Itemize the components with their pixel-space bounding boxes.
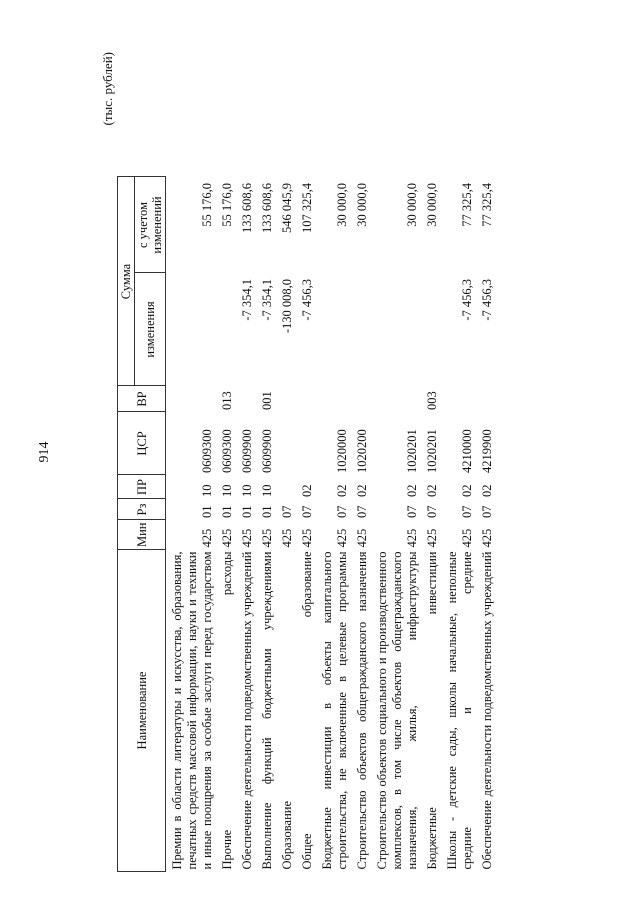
row-csr: 0609300 — [220, 429, 234, 473]
budget-rows — [166, 177, 497, 872]
row-name: Обеспечение деятельности подведомственных учреждений — [480, 551, 494, 870]
row-name: Прочие расходы — [220, 551, 234, 870]
units-note: (тыс. рублей) — [100, 52, 115, 126]
row-total: 107 325,4 — [300, 183, 314, 233]
row-pr: 10 — [220, 484, 234, 497]
row-rz: 07 — [405, 505, 419, 518]
row-total: 30 000,0 — [405, 183, 419, 227]
row-rz: 07 — [425, 505, 439, 518]
row-csr: 0609900 — [260, 429, 274, 473]
table-row — [296, 177, 316, 872]
row-total: 133 608,6 — [240, 183, 254, 233]
row-csr: 0609900 — [240, 429, 254, 473]
row-pr: 02 — [335, 484, 349, 497]
row-rz: 07 — [480, 505, 494, 518]
row-rz: 01 — [220, 505, 234, 518]
row-name: Строительство объектов общегражданского назначения — [355, 551, 369, 870]
table-row — [476, 177, 496, 872]
header-rz: Рз — [118, 499, 166, 520]
table-row — [371, 177, 421, 872]
row-min: 425 — [355, 528, 369, 548]
row-total: 55 176,0 — [220, 183, 234, 227]
table-row — [216, 177, 236, 872]
row-total: 77 325,4 — [480, 183, 494, 227]
row-change: -7 456,3 — [480, 279, 494, 321]
row-rz: 07 — [460, 505, 474, 518]
table-row — [421, 177, 441, 872]
row-pr: 02 — [480, 484, 494, 497]
row-pr: 10 — [240, 484, 254, 497]
row-csr: 0609300 — [200, 429, 214, 473]
row-pr: 02 — [405, 484, 419, 497]
row-min: 425 — [220, 528, 234, 548]
row-vr: 013 — [220, 391, 234, 410]
row-min: 425 — [300, 528, 314, 548]
row-pr: 10 — [200, 484, 214, 497]
page-number: 914 — [37, 441, 52, 463]
row-change: -130 008,0 — [280, 279, 294, 334]
row-vr — [476, 386, 496, 412]
row-csr: 1020201 — [425, 429, 439, 473]
table-row — [236, 177, 256, 872]
table-row — [441, 177, 476, 872]
header-csr: ЦСР — [118, 412, 166, 475]
row-pr — [276, 475, 296, 499]
row-vr — [316, 386, 351, 412]
row-name: Бюджетные инвестиции — [425, 551, 439, 870]
row-vr — [236, 386, 256, 412]
row-rz: 07 — [280, 505, 294, 518]
table-row — [256, 177, 276, 872]
row-total: 133 608,6 — [260, 183, 274, 233]
row-total: 55 176,0 — [200, 183, 214, 227]
row-csr: 1020000 — [335, 429, 349, 473]
row-total: 30 000,0 — [425, 183, 439, 227]
row-total: 546 045,9 — [280, 183, 294, 233]
row-total: 30 000,0 — [335, 183, 349, 227]
table-row — [316, 177, 351, 872]
row-name: Выполнение функций бюджетными учреждениями — [260, 551, 274, 870]
budget-sheet — [100, 52, 600, 872]
row-name: Школы - детские сады, школы начальные, неполные средние и средние — [445, 551, 474, 870]
row-total: 77 325,4 — [460, 183, 474, 227]
row-csr: 1020200 — [355, 429, 369, 473]
row-name: Премии в области литературы и искусства, образования, печатных средств массовой информации, науки и техники и иные поощрения за особые заслуги перед государством — [170, 551, 214, 870]
table-row — [166, 177, 217, 872]
row-min: 425 — [260, 528, 274, 548]
header-min: Мин — [118, 520, 166, 550]
row-change — [351, 273, 371, 386]
row-min: 425 — [280, 528, 294, 548]
row-min: 425 — [200, 528, 214, 548]
row-min: 425 — [425, 528, 439, 548]
row-min: 425 — [335, 528, 349, 548]
row-rz: 07 — [335, 505, 349, 518]
row-name: Общее образование — [300, 551, 314, 870]
row-name: Строительство объектов социального и производственного комплексов, в том числе объектов общегражданского назначения, жилья, инфраструктуры — [375, 551, 419, 870]
row-csr — [276, 412, 296, 475]
budget-table — [117, 177, 496, 873]
row-rz: 01 — [200, 505, 214, 518]
row-vr — [441, 386, 476, 412]
table-row — [351, 177, 371, 872]
header-with-changes: с учетом изменений — [135, 177, 166, 273]
header-pr: ПР — [118, 475, 166, 499]
row-pr: 02 — [300, 484, 314, 497]
row-total: 30 000,0 — [355, 183, 369, 227]
header-vr: ВР — [118, 386, 166, 412]
row-csr: 4219900 — [480, 429, 494, 473]
row-min: 425 — [405, 528, 419, 548]
row-change — [316, 273, 351, 386]
row-csr: 1020201 — [405, 429, 419, 473]
row-change: -7 456,3 — [300, 279, 314, 321]
row-vr: 001 — [260, 391, 274, 410]
row-min: 425 — [240, 528, 254, 548]
row-change — [216, 273, 236, 386]
row-csr: 4210000 — [460, 429, 474, 473]
row-rz: 07 — [355, 505, 369, 518]
row-vr — [351, 386, 371, 412]
header-changes: изменения — [135, 273, 166, 386]
row-rz: 07 — [300, 505, 314, 518]
row-rz: 01 — [260, 505, 274, 518]
row-change: -7 456,3 — [460, 279, 474, 321]
row-rz: 01 — [240, 505, 254, 518]
row-name: Обеспечение деятельности подведомственных учреждений — [240, 551, 254, 870]
row-pr: 02 — [425, 484, 439, 497]
row-csr — [296, 412, 316, 475]
row-change — [371, 273, 421, 386]
row-change — [421, 273, 441, 386]
row-pr: 10 — [260, 484, 274, 497]
header-sum: Сумма — [118, 177, 135, 386]
row-name: Образование — [280, 800, 294, 870]
row-change: -7 354,1 — [260, 279, 274, 321]
row-pr: 02 — [355, 484, 369, 497]
row-vr — [276, 386, 296, 412]
row-min: 425 — [460, 528, 474, 548]
row-vr: 003 — [425, 391, 439, 410]
row-vr — [296, 386, 316, 412]
header-name: Наименование — [118, 550, 166, 872]
row-pr: 02 — [460, 484, 474, 497]
row-change: -7 354,1 — [240, 279, 254, 321]
row-name: Бюджетные инвестиции в объекты капитального строительства, не включенные в целевые программы — [320, 551, 349, 870]
row-change — [166, 273, 217, 386]
row-vr — [166, 386, 217, 412]
row-vr — [371, 386, 421, 412]
table-row — [276, 177, 296, 872]
row-min: 425 — [480, 528, 494, 548]
